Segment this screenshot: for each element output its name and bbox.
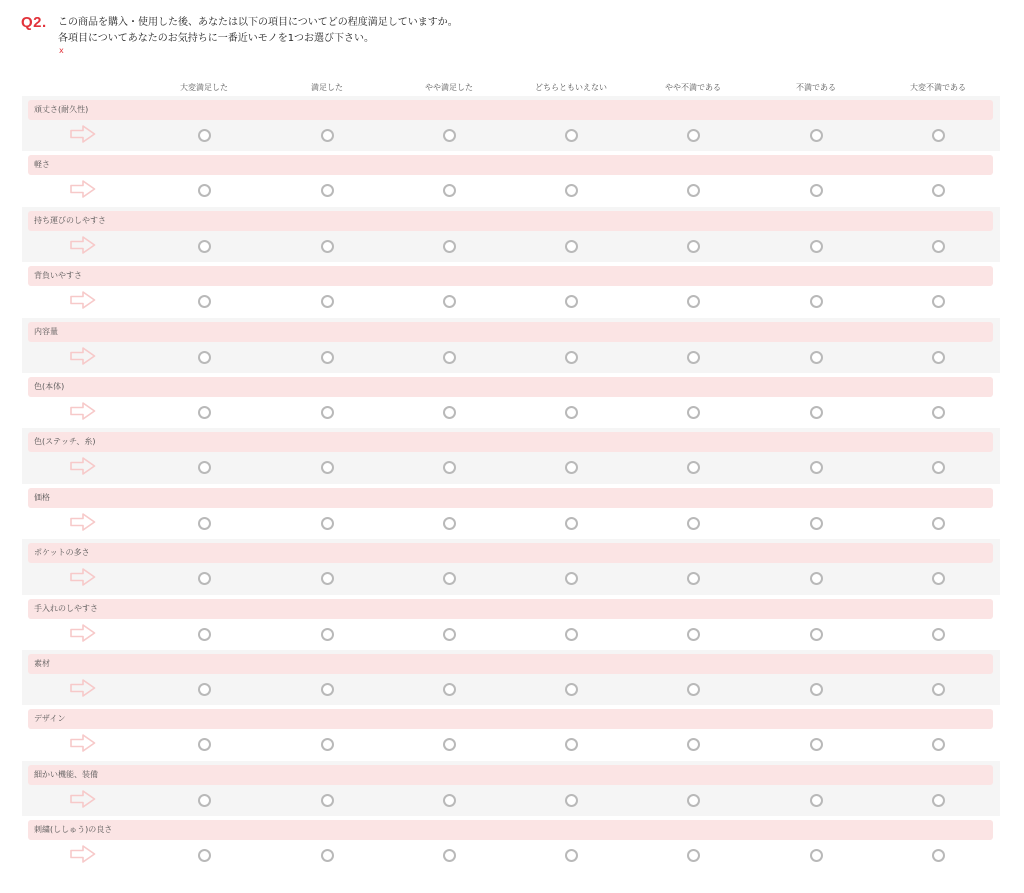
radio-option-2[interactable] <box>321 517 334 530</box>
scale-header <box>0 80 1024 96</box>
radio-option-4[interactable] <box>565 351 578 364</box>
radio-option-7[interactable] <box>932 240 945 253</box>
radio-option-3[interactable] <box>443 738 456 751</box>
matrix-row <box>22 373 1000 428</box>
matrix-row <box>22 96 1000 151</box>
radio-option-2[interactable] <box>321 628 334 641</box>
radio-option-1[interactable] <box>198 628 211 641</box>
radio-option-6[interactable] <box>810 240 823 253</box>
radio-option-4[interactable] <box>565 295 578 308</box>
arrow-right-icon <box>70 457 96 475</box>
question-line-2: 各項目についてあなたのお気持ちに一番近いモノを1つお選び下さい。 <box>58 33 375 44</box>
radio-option-2[interactable] <box>321 240 334 253</box>
radio-option-2[interactable] <box>321 794 334 807</box>
arrow-right-icon <box>70 180 96 198</box>
radio-option-1[interactable] <box>198 461 211 474</box>
radio-option-5[interactable] <box>687 351 700 364</box>
radio-option-7[interactable] <box>932 351 945 364</box>
radio-option-5[interactable] <box>687 517 700 530</box>
radio-option-3[interactable] <box>443 849 456 862</box>
item-label-bar <box>28 432 993 452</box>
radio-option-1[interactable] <box>198 184 211 197</box>
item-label-bar <box>28 654 993 674</box>
radio-option-6[interactable] <box>810 738 823 751</box>
item-label: 持ち運びのしやすさ <box>34 215 106 225</box>
item-label-bar <box>28 820 993 840</box>
radio-option-7[interactable] <box>932 129 945 142</box>
radio-option-4[interactable] <box>565 461 578 474</box>
item-label-bar <box>28 322 993 342</box>
radio-option-2[interactable] <box>321 683 334 696</box>
radio-option-4[interactable] <box>565 849 578 862</box>
radio-option-3[interactable] <box>443 184 456 197</box>
radio-option-5[interactable] <box>687 240 700 253</box>
radio-option-1[interactable] <box>198 849 211 862</box>
radio-option-6[interactable] <box>810 406 823 419</box>
item-label-bar <box>28 266 993 286</box>
radio-option-1[interactable] <box>198 129 211 142</box>
radio-option-6[interactable] <box>810 129 823 142</box>
radio-option-4[interactable] <box>565 738 578 751</box>
matrix-row <box>22 318 1000 373</box>
item-label: 軽さ <box>34 160 50 170</box>
matrix-row <box>22 650 1000 705</box>
arrow-right-icon <box>70 291 96 309</box>
matrix-row <box>22 761 1000 816</box>
radio-option-2[interactable] <box>321 406 334 419</box>
radio-option-4[interactable] <box>565 406 578 419</box>
radio-option-7[interactable] <box>932 794 945 807</box>
item-label-bar <box>28 377 993 397</box>
arrow-right-icon <box>70 125 96 143</box>
matrix-row <box>22 539 1000 594</box>
item-label-bar <box>28 599 993 619</box>
item-label: 価格 <box>34 492 50 502</box>
required-mark: x <box>59 46 64 55</box>
radio-option-6[interactable] <box>810 628 823 641</box>
radio-option-4[interactable] <box>565 628 578 641</box>
radio-option-4[interactable] <box>565 240 578 253</box>
radio-option-3[interactable] <box>443 295 456 308</box>
radio-option-5[interactable] <box>687 794 700 807</box>
radio-option-2[interactable] <box>321 184 334 197</box>
radio-option-7[interactable] <box>932 461 945 474</box>
radio-option-6[interactable] <box>810 849 823 862</box>
item-label-bar <box>28 543 993 563</box>
arrow-right-icon <box>70 624 96 642</box>
scale-label-2: 満足した <box>311 83 343 92</box>
radio-option-7[interactable] <box>932 406 945 419</box>
item-label: デザイン <box>34 714 66 724</box>
radio-option-4[interactable] <box>565 129 578 142</box>
arrow-right-icon <box>70 236 96 254</box>
radio-option-2[interactable] <box>321 461 334 474</box>
radio-option-7[interactable] <box>932 517 945 530</box>
arrow-right-icon <box>70 734 96 752</box>
radio-option-3[interactable] <box>443 129 456 142</box>
item-label: 色(ステッチ、糸) <box>34 437 96 447</box>
item-label: 色(本体) <box>34 381 65 391</box>
radio-option-6[interactable] <box>810 683 823 696</box>
scale-label-7: 大変不満である <box>910 83 966 92</box>
radio-option-1[interactable] <box>198 794 211 807</box>
radio-option-2[interactable] <box>321 738 334 751</box>
item-label-bar <box>28 155 993 175</box>
radio-option-5[interactable] <box>687 295 700 308</box>
radio-option-4[interactable] <box>565 572 578 585</box>
radio-option-2[interactable] <box>321 129 334 142</box>
radio-option-5[interactable] <box>687 849 700 862</box>
matrix-row <box>22 595 1000 650</box>
matrix-row <box>22 262 1000 317</box>
scale-label-1: 大変満足した <box>180 83 228 92</box>
radio-option-3[interactable] <box>443 572 456 585</box>
radio-option-2[interactable] <box>321 572 334 585</box>
scale-label-4: どちらともいえない <box>535 83 607 92</box>
scale-label-5: やや不満である <box>665 83 721 92</box>
radio-option-3[interactable] <box>443 683 456 696</box>
radio-option-4[interactable] <box>565 517 578 530</box>
matrix-grid <box>22 96 1000 871</box>
question-text <box>58 15 458 47</box>
radio-option-4[interactable] <box>565 184 578 197</box>
item-label: 内容量 <box>34 326 58 336</box>
question-number: Q2. <box>21 14 47 31</box>
radio-option-3[interactable] <box>443 517 456 530</box>
arrow-right-icon <box>70 679 96 697</box>
radio-option-1[interactable] <box>198 406 211 419</box>
matrix-row <box>22 705 1000 760</box>
radio-option-5[interactable] <box>687 738 700 751</box>
matrix-row <box>22 151 1000 206</box>
arrow-right-icon <box>70 845 96 863</box>
radio-option-3[interactable] <box>443 628 456 641</box>
arrow-right-icon <box>70 513 96 531</box>
radio-option-6[interactable] <box>810 295 823 308</box>
radio-option-6[interactable] <box>810 461 823 474</box>
item-label-bar <box>28 488 993 508</box>
matrix-row <box>22 207 1000 262</box>
radio-option-3[interactable] <box>443 461 456 474</box>
radio-option-1[interactable] <box>198 240 211 253</box>
radio-option-5[interactable] <box>687 683 700 696</box>
item-label: 頑丈さ(耐久性) <box>34 105 89 114</box>
arrow-right-icon <box>70 347 96 365</box>
radio-option-3[interactable] <box>443 794 456 807</box>
radio-option-1[interactable] <box>198 572 211 585</box>
radio-option-5[interactable] <box>687 184 700 197</box>
radio-option-5[interactable] <box>687 461 700 474</box>
item-label-bar <box>28 100 993 120</box>
radio-option-7[interactable] <box>932 184 945 197</box>
item-label-bar <box>28 709 993 729</box>
radio-option-5[interactable] <box>687 572 700 585</box>
radio-option-1[interactable] <box>198 683 211 696</box>
matrix-row <box>22 484 1000 539</box>
item-label: 細かい機能、装備 <box>34 769 98 779</box>
radio-option-3[interactable] <box>443 240 456 253</box>
radio-option-5[interactable] <box>687 628 700 641</box>
item-label: 手入れのしやすさ <box>34 603 98 613</box>
radio-option-4[interactable] <box>565 683 578 696</box>
radio-option-2[interactable] <box>321 295 334 308</box>
radio-option-5[interactable] <box>687 406 700 419</box>
radio-option-2[interactable] <box>321 849 334 862</box>
radio-option-2[interactable] <box>321 351 334 364</box>
scale-label-6: 不満である <box>796 83 836 92</box>
radio-option-1[interactable] <box>198 738 211 751</box>
radio-option-1[interactable] <box>198 295 211 308</box>
item-label: 素材 <box>34 658 50 668</box>
question-line-1: この商品を購入・使用した後、あなたは以下の項目についてどの程度満足していますか。 <box>58 17 458 28</box>
radio-option-1[interactable] <box>198 351 211 364</box>
arrow-right-icon <box>70 402 96 420</box>
radio-option-6[interactable] <box>810 517 823 530</box>
radio-option-7[interactable] <box>932 738 945 751</box>
radio-option-7[interactable] <box>932 683 945 696</box>
item-label: ポケットの多さ <box>34 548 90 558</box>
item-label-bar <box>28 765 993 785</box>
radio-option-7[interactable] <box>932 849 945 862</box>
radio-option-6[interactable] <box>810 351 823 364</box>
scale-label-3: やや満足した <box>425 83 473 92</box>
radio-option-6[interactable] <box>810 572 823 585</box>
radio-option-5[interactable] <box>687 129 700 142</box>
radio-option-4[interactable] <box>565 794 578 807</box>
item-label-bar <box>28 211 993 231</box>
item-label: 刺繍(ししゅう)の良さ <box>34 825 113 835</box>
matrix-row <box>22 428 1000 483</box>
radio-option-7[interactable] <box>932 295 945 308</box>
radio-option-3[interactable] <box>443 351 456 364</box>
matrix-row <box>22 816 1000 871</box>
radio-option-6[interactable] <box>810 794 823 807</box>
arrow-right-icon <box>70 568 96 586</box>
radio-option-6[interactable] <box>810 184 823 197</box>
radio-option-3[interactable] <box>443 406 456 419</box>
radio-option-7[interactable] <box>932 572 945 585</box>
radio-option-7[interactable] <box>932 628 945 641</box>
arrow-right-icon <box>70 790 96 808</box>
radio-option-1[interactable] <box>198 517 211 530</box>
item-label: 背負いやすさ <box>34 271 82 281</box>
